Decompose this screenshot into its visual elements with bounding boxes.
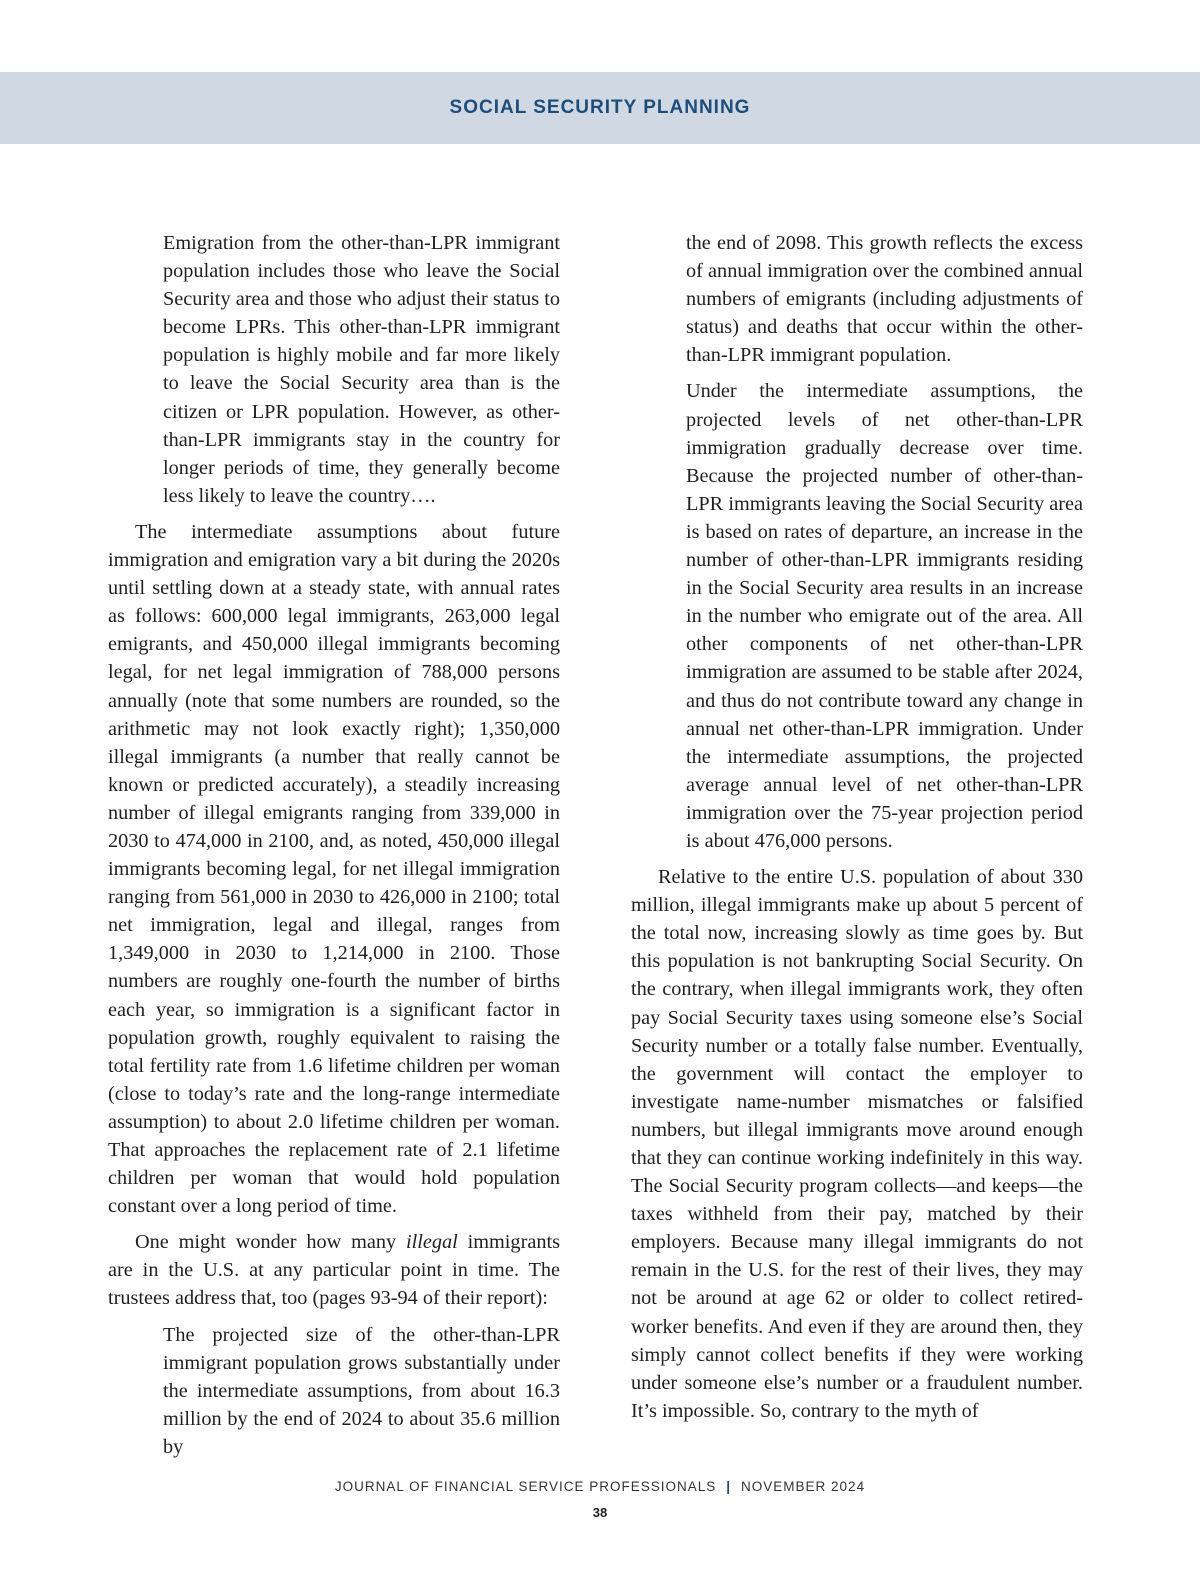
block-quote: The projected size of the other-than-LPR immigrant population grows substantially under the intermediate assumptions, from about 16.3 million by the end of 2024 to about 35.6 million by <box>163 1323 560 1458</box>
block-quote: Emigration from the other-than-LPR immigrant population includes those who leave the Social Security area and those who adjust their status to become LPRs. This other-than-LPR immigrant population is highly mobile and far more likely to leave the Social Security area than is the citizen or LPR population. However, as other-than-LPR immigrants stay in the country for longer periods of time, they generally become less likely to leave the country…. <box>163 232 560 507</box>
body-paragraph: The intermediate assumptions about future immigration and emigration vary a bit during the 2020s until settling down at a steady state, with annual rates as follows: 600,000 legal immigrants, 263,000 legal emigrants, and 450,000 illegal immigrants becoming legal, for net legal immigration of 788,000 persons annually (note that some numbers are rounded, so the arithmetic may not look exactly right); 1,350,000 illegal immigrants (a number that really cannot be known or predicted accurately), a steadily increasing number of illegal emigrants ranging from 339,000 in 2030 to 474,000 in 2100, and, as noted, 450,000 illegal immigrants becoming legal, for net illegal immigration ranging from 561,000 in 2030 to 426,000 in 2100; total net immigration, legal and illegal, ranges from 1,349,000 in 2030 to 1,214,000 in 2100. Those numbers are roughly one-fourth the number of births each year, so immigration is a significant factor in population growth, roughly equivalent to raising the total fertility rate from 1.6 lifetime children per woman (close to today’s rate and the long-range intermediate assumption) to about 2.0 lifetime children per woman. That approaches the replacement rate of 2.1 lifetime children per woman that would hold population constant over a long period of time. <box>108 520 560 1218</box>
block-quote: Under the intermediate assumptions, the projected levels of net other-than-LPR immigration gradually decrease over time. Because the projected number of other-than-LPR immigrants leaving the Social Security area is based on rates of departure, an increase in the number of other-than-LPR immigrants residing in the Social Security area results in an increase in the number who emigrate out of the area. All other components of net other-than-LPR immigration are assumed to be stable after 2024, and thus do not contribute toward any change in annual net other-than-LPR immigration. Under the intermediate assumptions, the projected average annual level of net other-than-LPR immigration over the 75-year projection period is about 476,000 persons. <box>686 380 1083 852</box>
page-number: 38 <box>592 1505 608 1520</box>
section-title: SOCIAL SECURITY PLANNING <box>449 97 751 118</box>
left-column <box>108 229 560 1461</box>
block-quote-continued: the end of 2098. This growth reflects the excess of annual immigration over the combined annual numbers of emigrants (including adjustments of status) and deaths that occur within the other-than-LPR immigrant population. <box>686 232 1083 367</box>
italic-term: illegal <box>405 1231 458 1254</box>
right-column <box>631 229 1083 1425</box>
issue-date: NOVEMBER 2024 <box>741 1479 866 1494</box>
journal-name: JOURNAL OF FINANCIAL SERVICE PROFESSIONALS <box>334 1479 717 1494</box>
footer <box>0 1479 1200 1494</box>
body-paragraph: Relative to the entire U.S. population of about 330 million, illegal immigrants make up about 5 percent of the total now, increasing slowly as time goes by. But this population is not bankrupting Social Security. On the contrary, when illegal immigrants work, they often pay Social Security taxes using someone else’s Social Security number or a totally false number. Eventually, the government will contact the employer to investigate name-number mismatches or falsified numbers, but illegal immigrants move around enough that they can continue working indefinitely in this way. The Social Security program collects—and keeps—the taxes withheld from their pay, matched by their employers. Because many illegal immigrants do not remain in the U.S. for the rest of their lives, they may not be around at age 62 or older to collect retired-worker benefits. And even if they are around then, they simply cannot collect benefits if they were working under someone else’s number or a fraudulent number. It’s impossible. So, contrary to the myth of <box>631 866 1083 1422</box>
body-paragraph <box>108 1228 560 1312</box>
text-run: immigrants are in the U.S. at any particular point in time. The trustees address that, too (pages 93-94 of their report): <box>108 1231 560 1310</box>
text-run: One might wonder how many <box>135 1231 406 1254</box>
footer-separator: | <box>726 1479 732 1494</box>
